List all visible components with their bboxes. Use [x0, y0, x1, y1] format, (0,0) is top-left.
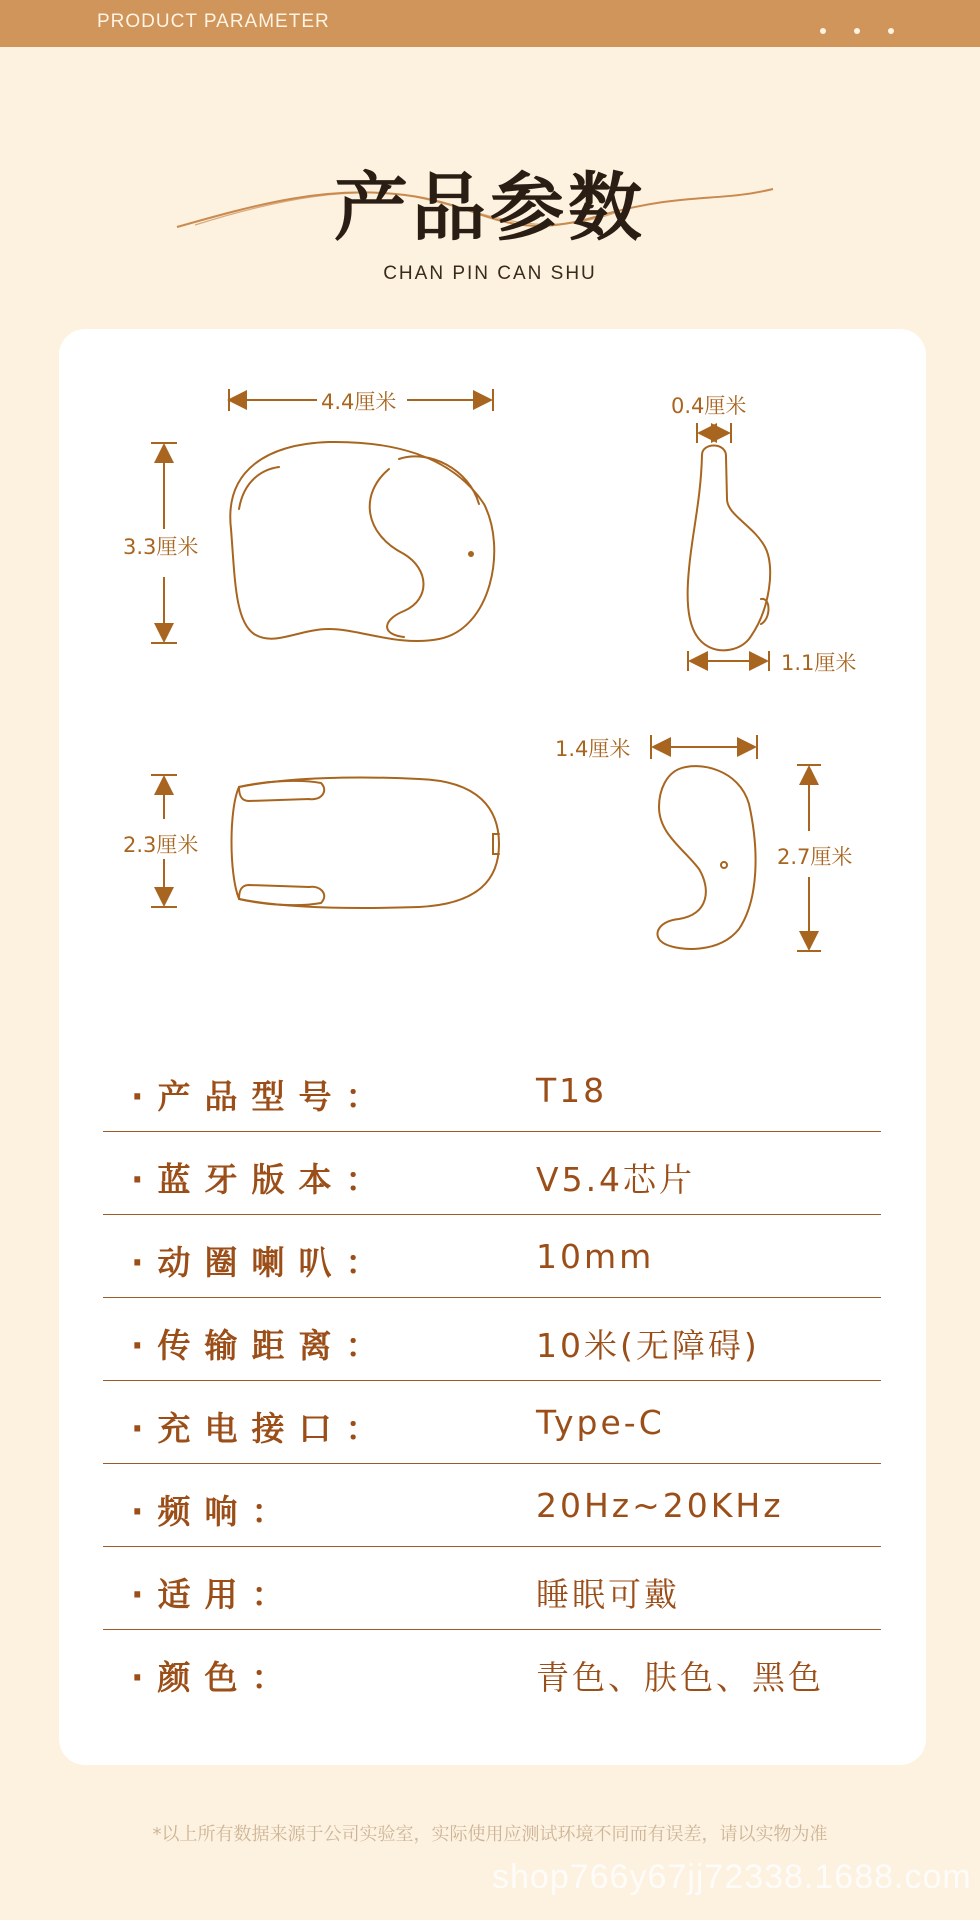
spec-value: T18 — [536, 1071, 608, 1110]
spec-value: 10米(无障碍) — [536, 1326, 760, 1365]
page-subtitle: CHAN PIN CAN SHU — [383, 263, 597, 284]
earbud-diagram — [59, 329, 926, 1029]
spec-key: ·动圈喇叭： — [131, 1243, 393, 1282]
spec-value: Type-C — [536, 1403, 665, 1442]
page-title: 产品参数 — [334, 165, 646, 251]
dim-bottom-height: 2.3厘米 — [123, 833, 199, 857]
spec-row — [103, 1049, 881, 1132]
spec-row — [103, 1381, 881, 1464]
parameter-card — [59, 329, 926, 1765]
spec-value: 青色、肤色、黑色 — [536, 1658, 824, 1697]
dim-top-width: 4.4厘米 — [321, 390, 397, 414]
spec-key: ·充电接口： — [131, 1409, 393, 1448]
spec-key: ·适用： — [131, 1575, 299, 1614]
dim-front-width: 1.4厘米 — [555, 737, 631, 761]
spec-value: V5.4芯片 — [536, 1160, 696, 1199]
dim-top-height: 3.3厘米 — [123, 535, 199, 559]
spec-value: 20Hz~20KHz — [536, 1486, 784, 1525]
watermark-text: shop766y67jj72338.1688.com — [492, 1858, 972, 1896]
header-bar — [0, 0, 980, 47]
spec-row — [103, 1464, 881, 1547]
title-block — [0, 145, 980, 285]
earbud-top-view — [230, 442, 494, 641]
spec-row — [103, 1547, 881, 1630]
spec-row — [103, 1298, 881, 1381]
spec-row — [103, 1630, 881, 1712]
spec-row — [103, 1132, 881, 1215]
footnote: *以上所有数据来源于公司实验室，实际使用应测试环境不同而有误差，请以实物为准 — [152, 1824, 828, 1845]
header-label: PRODUCT PARAMETER — [97, 11, 330, 32]
spec-value: 10mm — [536, 1237, 655, 1276]
dim-side-base: 1.1厘米 — [781, 651, 857, 675]
earbud-front-view — [657, 766, 755, 949]
spec-table — [103, 1049, 881, 1712]
earbud-bottom-view — [232, 778, 500, 909]
earbud-side-view — [688, 445, 771, 650]
spec-value: 睡眠可戴 — [536, 1575, 680, 1614]
spec-key: ·传输距离： — [131, 1326, 393, 1365]
dim-side-thickness: 0.4厘米 — [671, 394, 747, 418]
spec-key: ·颜色： — [131, 1658, 299, 1697]
more-dots-icon — [792, 19, 894, 38]
spec-row — [103, 1215, 881, 1298]
spec-key: ·蓝牙版本： — [131, 1160, 393, 1199]
spec-key: ·频响： — [131, 1492, 299, 1531]
spec-key: ·产品型号： — [131, 1077, 393, 1116]
dim-front-height: 2.7厘米 — [777, 845, 853, 869]
